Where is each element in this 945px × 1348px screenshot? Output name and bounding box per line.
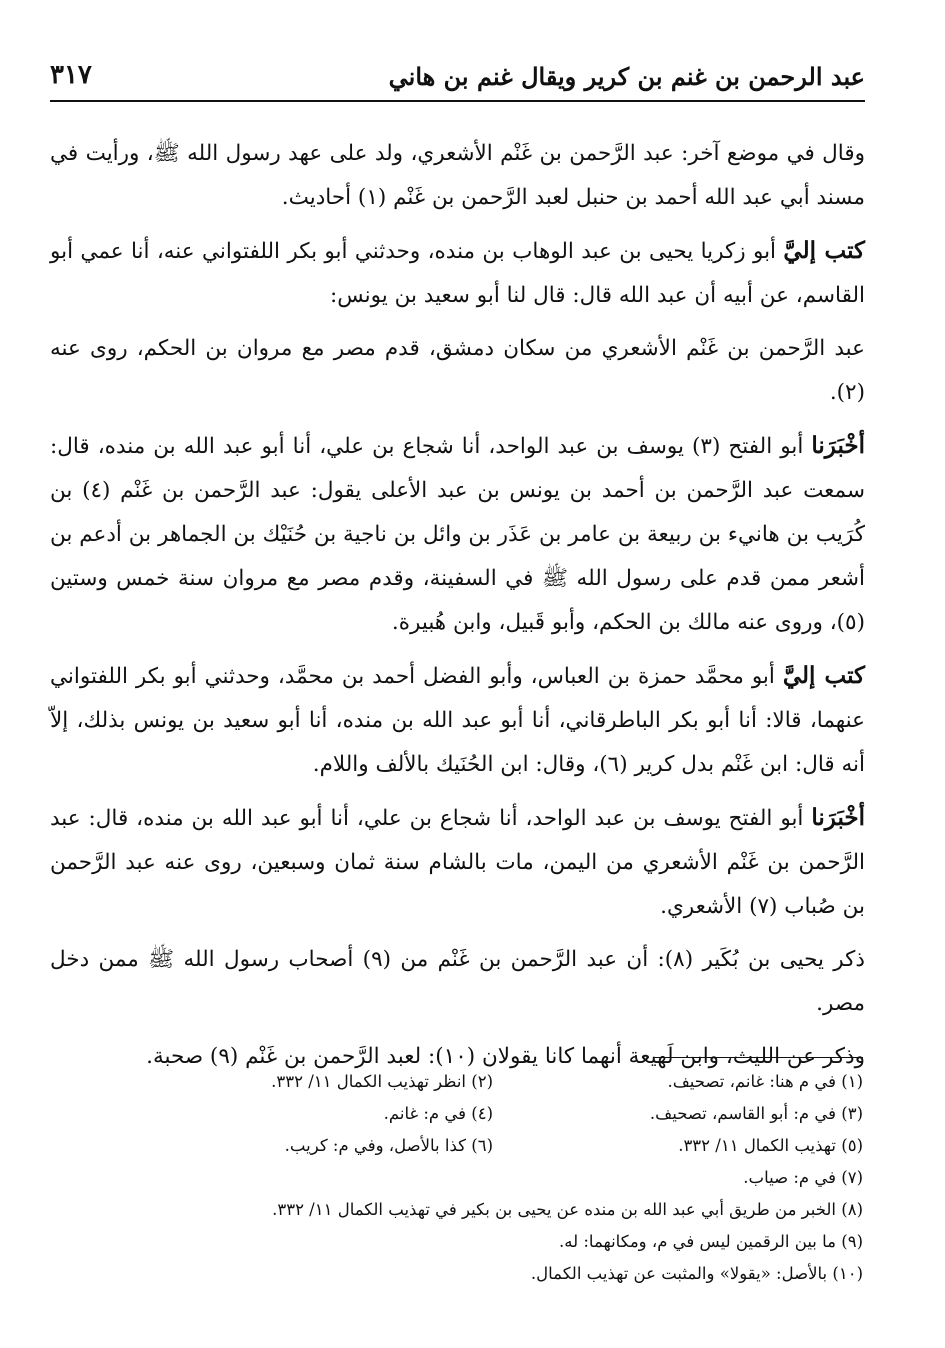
main-text	[50, 132, 865, 1088]
footnote: (٨) الخبر من طريق أبي عبد الله بن منده عن يحيى بن بكير في تهذيب الكمال ١١/ ٣٣٢.	[272, 1200, 863, 1219]
paragraph-text: أبو الفتح (٣) يوسف بن عبد الواحد، أنا شجاع بن علي، أنا أبو عبد الله بن منده، قال: سمعت عبد الرَّحمن بن أحمد بن يونس بن عبد الأعلى يقول: عبد الرَّحمن بن غَنْم (٤) بن كُرَيب بن هانيء بن ربيعة بن عامر بن عَذَر بن وائل بن ناجية بن حُنَيْك بن الجماهر بن أدعم بن أشعر ممن قدم على رسول الله ﷺ في السفينة، وقدم مصر مع مروان سنة خمس وستين (٥)، وروى عنه مالك بن الحكم، وأبو قَبيل، وابن هُبيرة.	[50, 434, 866, 635]
footnote: (٦) كذا بالأصل، وفي م: كريب.	[284, 1136, 493, 1155]
footnote-row	[123, 1098, 863, 1130]
footnote-row	[123, 1130, 863, 1162]
paragraph-lead: أخْبَرَنا	[811, 804, 865, 831]
running-title: عبد الرحمن بن غنم بن كرير ويقال غنم بن هاني	[388, 62, 865, 91]
footnote: (٢) انظر تهذيب الكمال ١١/ ٣٣٢.	[271, 1072, 493, 1091]
page-header	[50, 56, 865, 102]
paragraph	[50, 229, 865, 318]
footnote: (٣) في م: أبو القاسم، تصحيف.	[649, 1104, 863, 1123]
footnote: (١٠) بالأصل: «يقولا» والمثبت عن تهذيب الكمال.	[530, 1264, 863, 1283]
page-number: ٣١٧	[50, 60, 92, 90]
paragraph	[50, 654, 865, 787]
paragraph	[50, 938, 865, 1026]
paragraph-lead: كتب إليَّ	[783, 237, 866, 264]
paragraph-lead: أخْبَرَنا	[811, 432, 866, 459]
paragraph-text: أبو زكريا يحيى بن عبد الوهاب بن منده، وحدثني أبو بكر اللفتواني عنه، أنا عمي أبو القاسم، عن أبيه أن عبد الله قال: قال لنا أبو سعيد بن يونس:	[50, 239, 865, 308]
paragraph	[50, 327, 865, 415]
footnote: (٤) في م: غانم.	[383, 1104, 493, 1123]
paragraph-lead: كتب إليَّ	[782, 662, 865, 689]
footnote: (٥) تهذيب الكمال ١١/ ٣٣٢.	[678, 1136, 863, 1155]
paragraph	[50, 132, 865, 220]
footnote-row	[123, 1066, 863, 1098]
paragraph-text: وذكر عن الليث، وابن لَهيعة أنهما كانا يقولان (١٠): لعبد الرَّحمن بن غَنْم (٩) صحبة.	[146, 1044, 865, 1069]
footnote: (٩) ما بين الرقمين ليس في م، ومكانهما: له.	[559, 1232, 863, 1251]
paragraph-text: وقال في موضع آخر: عبد الرَّحمن بن غَنْم الأشعري، ولد على عهد رسول الله ﷺ، ورأيت في مسند أبي عبد الله أحمد بن حنبل لعبد الرَّحمن بن غَنْم (١) أحاديث.	[50, 141, 865, 210]
footnotes	[123, 1066, 863, 1290]
paragraph-text: أبو الفتح يوسف بن عبد الواحد، أنا شجاع بن علي، أنا أبو عبد الله بن منده، قال: عبد الرَّحمن بن غَنْم الأشعري من اليمن، مات بالشام سنة ثمان وسبعين، روى عنه عبد الرَّحمن بن صُباب (٧) الأشعري.	[50, 806, 865, 919]
footnote: (١) في م هنا: غانم، تصحيف.	[667, 1072, 863, 1091]
paragraph	[50, 424, 865, 645]
paragraph-text: أبو محمَّد حمزة بن العباس، وأبو الفضل أحمد بن محمَّد، وحدثني أبو بكر اللفتواني عنهما، قالا: أنا أبو بكر الباطرقاني، أنا أبو عبد الله بن منده، أنا أبو سعيد بن يونس بذلك، إلاّ أنه قال: ابن غَنْم بدل كرير (٦)، وقال: ابن الحُنَيك بالألف واللام.	[50, 664, 865, 777]
footnote-separator	[653, 1057, 863, 1058]
paragraph-text: ذكر يحيى بن بُكَير (٨): أن عبد الرَّحمن بن غَنْم من (٩) أصحاب رسول الله ﷺ ممن دخل مصر.	[50, 947, 865, 1016]
footnote: (٧) في م: صياب.	[743, 1168, 863, 1187]
paragraph	[50, 796, 865, 929]
paragraph-text: عبد الرَّحمن بن غَنْم الأشعري من سكان دمشق، قدم مصر مع مروان بن الحكم، روى عنه (٢).	[50, 336, 865, 405]
